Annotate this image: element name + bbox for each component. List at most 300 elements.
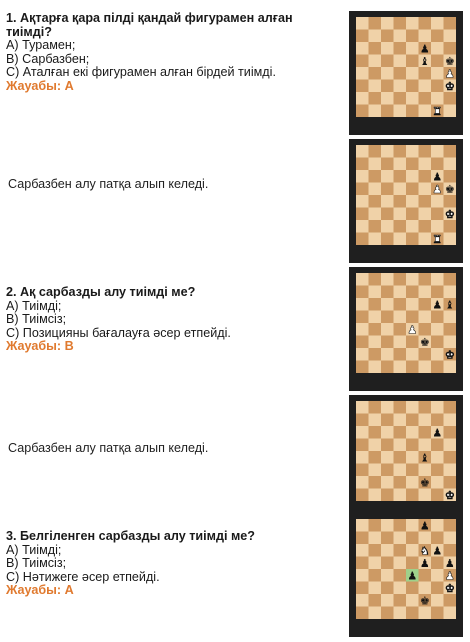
board-square bbox=[381, 80, 394, 93]
board-square bbox=[394, 105, 407, 118]
board-square bbox=[419, 569, 432, 582]
board-square bbox=[369, 17, 382, 30]
board-square bbox=[369, 67, 382, 80]
board-square bbox=[381, 569, 394, 582]
board-square bbox=[419, 92, 432, 105]
board-square bbox=[394, 414, 407, 427]
board-square bbox=[444, 17, 457, 30]
board-square bbox=[406, 220, 419, 233]
board-square bbox=[356, 489, 369, 502]
board-square bbox=[406, 532, 419, 545]
question-block-2 bbox=[6, 286, 336, 354]
white-rook-icon: ♜ bbox=[432, 105, 443, 118]
board-square bbox=[381, 426, 394, 439]
board-square bbox=[356, 233, 369, 246]
white-king-icon: ♚ bbox=[444, 348, 455, 362]
explanation-note-2: Сарбазбен алу патқа алып келеді. bbox=[8, 441, 209, 455]
board-square bbox=[431, 158, 444, 171]
board-square bbox=[356, 544, 369, 557]
board-square bbox=[356, 607, 369, 620]
board-square bbox=[406, 273, 419, 286]
white-king-icon: ♚ bbox=[444, 489, 455, 502]
board-square bbox=[431, 348, 444, 361]
board-square bbox=[394, 286, 407, 299]
question-block-3 bbox=[6, 530, 336, 598]
board-square bbox=[381, 92, 394, 105]
black-pawn-icon: ♟ bbox=[419, 42, 430, 56]
board-square bbox=[431, 195, 444, 208]
black-king-icon: ♚ bbox=[444, 55, 455, 68]
board-square bbox=[356, 158, 369, 171]
board-square bbox=[369, 92, 382, 105]
board-square bbox=[394, 348, 407, 361]
board-square bbox=[419, 183, 432, 196]
black-pawn-icon: ♟ bbox=[432, 298, 443, 312]
option-b: B) Сарбазбен; bbox=[6, 51, 90, 66]
black-pawn-icon: ♟ bbox=[432, 170, 443, 184]
option-a: A) Турамен; bbox=[6, 38, 76, 53]
chess-diagram-2 bbox=[349, 139, 463, 263]
board-square bbox=[444, 594, 457, 607]
board-square bbox=[419, 80, 432, 93]
board-square bbox=[419, 17, 432, 30]
board-square bbox=[406, 451, 419, 464]
board-square bbox=[419, 414, 432, 427]
option-a: A) Тиімді; bbox=[6, 542, 62, 557]
board-square bbox=[369, 348, 382, 361]
board-square bbox=[444, 336, 457, 349]
board-square bbox=[444, 439, 457, 452]
board-square bbox=[444, 286, 457, 299]
board-square bbox=[406, 286, 419, 299]
board-square bbox=[369, 145, 382, 158]
board-square bbox=[356, 286, 369, 299]
board-square bbox=[431, 532, 444, 545]
board-square bbox=[431, 311, 444, 324]
board-square bbox=[394, 569, 407, 582]
board-square bbox=[444, 92, 457, 105]
board-square bbox=[431, 489, 444, 502]
board-square bbox=[394, 158, 407, 171]
board-square bbox=[406, 414, 419, 427]
board-square bbox=[419, 489, 432, 502]
board-square bbox=[381, 439, 394, 452]
board-square bbox=[419, 298, 432, 311]
white-king-icon: ♚ bbox=[444, 582, 455, 595]
board-square bbox=[419, 401, 432, 414]
board-square bbox=[419, 464, 432, 477]
board-square bbox=[369, 336, 382, 349]
board-square bbox=[394, 311, 407, 324]
board-square bbox=[394, 451, 407, 464]
black-pawn-icon: ♟ bbox=[432, 544, 443, 558]
board-square bbox=[381, 519, 394, 532]
board-square bbox=[444, 464, 457, 477]
board-square bbox=[356, 311, 369, 324]
board-square bbox=[356, 336, 369, 349]
board-square bbox=[369, 233, 382, 246]
board-square bbox=[419, 348, 432, 361]
board-square bbox=[381, 195, 394, 208]
chess-diagram-4 bbox=[349, 395, 463, 519]
board-square bbox=[356, 195, 369, 208]
board-svg bbox=[349, 139, 463, 263]
board-square bbox=[431, 220, 444, 233]
board-square bbox=[381, 286, 394, 299]
board-square bbox=[356, 220, 369, 233]
board-square bbox=[444, 361, 457, 374]
board-square bbox=[444, 532, 457, 545]
board-square bbox=[406, 439, 419, 452]
board-square bbox=[394, 183, 407, 196]
board-square bbox=[381, 105, 394, 118]
board-square bbox=[356, 92, 369, 105]
board-square bbox=[356, 557, 369, 570]
board-square bbox=[394, 489, 407, 502]
board-svg bbox=[349, 267, 463, 391]
board-square bbox=[394, 195, 407, 208]
board-square bbox=[381, 323, 394, 336]
board-square bbox=[406, 361, 419, 374]
board-square bbox=[356, 582, 369, 595]
black-bishop-icon: ♝ bbox=[419, 451, 430, 465]
black-king-icon: ♚ bbox=[419, 594, 430, 608]
board-square bbox=[381, 158, 394, 171]
board-square bbox=[431, 451, 444, 464]
board-square bbox=[369, 158, 382, 171]
board-square bbox=[381, 55, 394, 68]
board-square bbox=[444, 273, 457, 286]
board-square bbox=[394, 544, 407, 557]
board-square bbox=[419, 439, 432, 452]
white-pawn-icon: ♟ bbox=[444, 569, 455, 583]
board-square bbox=[394, 208, 407, 221]
board-square bbox=[431, 557, 444, 570]
board-square bbox=[394, 582, 407, 595]
board-square bbox=[444, 476, 457, 489]
board-square bbox=[381, 414, 394, 427]
answer-label: Жауабы: А bbox=[6, 78, 74, 93]
board-square bbox=[406, 105, 419, 118]
board-square bbox=[444, 414, 457, 427]
chess-diagram-5 bbox=[349, 513, 463, 637]
board-square bbox=[394, 92, 407, 105]
board-square bbox=[419, 582, 432, 595]
board-square bbox=[356, 439, 369, 452]
board-square bbox=[356, 55, 369, 68]
board-square bbox=[406, 17, 419, 30]
board-square bbox=[381, 233, 394, 246]
board-square bbox=[406, 348, 419, 361]
board-square bbox=[431, 336, 444, 349]
board-square bbox=[419, 30, 432, 43]
board-square bbox=[406, 183, 419, 196]
board-square bbox=[369, 426, 382, 439]
board-square bbox=[406, 170, 419, 183]
answer-label: Жауабы: А bbox=[6, 583, 74, 598]
board-square bbox=[431, 607, 444, 620]
board-square bbox=[394, 323, 407, 336]
board-square bbox=[419, 67, 432, 80]
board-square bbox=[406, 208, 419, 221]
board-square bbox=[356, 17, 369, 30]
black-pawn-icon: ♟ bbox=[444, 557, 455, 570]
board-square bbox=[431, 208, 444, 221]
board-square bbox=[369, 607, 382, 620]
board-square bbox=[369, 414, 382, 427]
board-square bbox=[356, 170, 369, 183]
board-square bbox=[431, 569, 444, 582]
board-square bbox=[431, 67, 444, 80]
board-square bbox=[369, 183, 382, 196]
board-square bbox=[381, 42, 394, 55]
board-square bbox=[406, 519, 419, 532]
board-square bbox=[356, 414, 369, 427]
board-square bbox=[419, 105, 432, 118]
board-square bbox=[381, 220, 394, 233]
white-king-icon: ♚ bbox=[444, 208, 455, 221]
board-square bbox=[406, 557, 419, 570]
board-square bbox=[356, 273, 369, 286]
board-square bbox=[356, 105, 369, 118]
board-square bbox=[431, 582, 444, 595]
board-square bbox=[381, 532, 394, 545]
board-square bbox=[431, 439, 444, 452]
board-square bbox=[419, 233, 432, 246]
black-king-icon: ♚ bbox=[444, 183, 455, 196]
board-square bbox=[369, 42, 382, 55]
board-square bbox=[369, 273, 382, 286]
board-square bbox=[406, 582, 419, 595]
board-square bbox=[406, 195, 419, 208]
board-square bbox=[394, 607, 407, 620]
board-square bbox=[394, 273, 407, 286]
board-square bbox=[381, 464, 394, 477]
board-square bbox=[356, 42, 369, 55]
board-square bbox=[406, 55, 419, 68]
chess-diagram-3 bbox=[349, 267, 463, 391]
board-square bbox=[356, 145, 369, 158]
board-square bbox=[406, 30, 419, 43]
board-square bbox=[369, 105, 382, 118]
board-square bbox=[381, 544, 394, 557]
board-square bbox=[394, 439, 407, 452]
board-square bbox=[369, 323, 382, 336]
board-square bbox=[419, 361, 432, 374]
board-square bbox=[356, 532, 369, 545]
board-square bbox=[431, 401, 444, 414]
board-square bbox=[394, 298, 407, 311]
board-square bbox=[406, 544, 419, 557]
board-square bbox=[394, 464, 407, 477]
board-square bbox=[444, 607, 457, 620]
answer-label: Жауабы: В bbox=[6, 339, 74, 354]
black-pawn-icon: ♟ bbox=[419, 557, 430, 570]
board-square bbox=[394, 17, 407, 30]
board-square bbox=[369, 544, 382, 557]
board-square bbox=[444, 105, 457, 118]
board-square bbox=[444, 42, 457, 55]
board-square bbox=[381, 17, 394, 30]
board-square bbox=[381, 594, 394, 607]
option-a: A) Тиімді; bbox=[6, 298, 62, 313]
board-square bbox=[356, 323, 369, 336]
board-square bbox=[394, 426, 407, 439]
board-square bbox=[394, 594, 407, 607]
board-square bbox=[444, 401, 457, 414]
board-square bbox=[356, 30, 369, 43]
board-square bbox=[419, 158, 432, 171]
board-square bbox=[356, 401, 369, 414]
board-square bbox=[394, 220, 407, 233]
board-square bbox=[381, 607, 394, 620]
board-square bbox=[431, 55, 444, 68]
board-square bbox=[431, 42, 444, 55]
board-square bbox=[381, 183, 394, 196]
option-c: C) Позицияны бағалауға әсер етпейді. bbox=[6, 325, 231, 340]
board-square bbox=[406, 489, 419, 502]
board-square bbox=[444, 158, 457, 171]
board-square bbox=[381, 361, 394, 374]
board-square bbox=[369, 220, 382, 233]
board-square bbox=[431, 273, 444, 286]
board-square bbox=[431, 519, 444, 532]
board-svg bbox=[349, 11, 463, 135]
board-square bbox=[406, 42, 419, 55]
board-square bbox=[406, 80, 419, 93]
board-square bbox=[369, 519, 382, 532]
board-square bbox=[419, 195, 432, 208]
board-square bbox=[381, 311, 394, 324]
board-square bbox=[369, 361, 382, 374]
board-square bbox=[431, 80, 444, 93]
board-square bbox=[444, 233, 457, 246]
board-square bbox=[394, 557, 407, 570]
board-square bbox=[431, 464, 444, 477]
board-square bbox=[394, 336, 407, 349]
board-square bbox=[431, 92, 444, 105]
board-square bbox=[444, 195, 457, 208]
explanation-note-1: Сарбазбен алу патқа алып келеді. bbox=[8, 177, 209, 191]
board-square bbox=[406, 426, 419, 439]
board-square bbox=[356, 208, 369, 221]
board-square bbox=[406, 145, 419, 158]
board-square bbox=[369, 195, 382, 208]
white-pawn-icon: ♟ bbox=[407, 323, 418, 337]
white-knight-icon: ♞ bbox=[419, 544, 430, 558]
board-square bbox=[394, 519, 407, 532]
board-square bbox=[406, 92, 419, 105]
board-square bbox=[369, 170, 382, 183]
black-bishop-icon: ♝ bbox=[419, 55, 430, 68]
board-square bbox=[406, 298, 419, 311]
option-c: C) Нәтижеге әсер етпейді. bbox=[6, 569, 160, 584]
board-square bbox=[381, 208, 394, 221]
board-square bbox=[444, 145, 457, 158]
board-square bbox=[406, 233, 419, 246]
white-rook-icon: ♜ bbox=[432, 233, 443, 246]
board-square bbox=[444, 544, 457, 557]
board-square bbox=[431, 594, 444, 607]
board-square bbox=[356, 594, 369, 607]
board-square bbox=[419, 145, 432, 158]
board-square bbox=[369, 451, 382, 464]
board-square bbox=[419, 311, 432, 324]
board-square bbox=[419, 286, 432, 299]
question-title: 2. Ақ сарбазды алу тиімді ме? bbox=[6, 285, 196, 299]
board-square bbox=[394, 80, 407, 93]
board-square bbox=[381, 582, 394, 595]
board-square bbox=[369, 476, 382, 489]
board-square bbox=[369, 286, 382, 299]
board-square bbox=[444, 30, 457, 43]
board-square bbox=[381, 67, 394, 80]
board-square bbox=[444, 323, 457, 336]
white-king-icon: ♚ bbox=[444, 80, 455, 93]
black-bishop-icon: ♝ bbox=[444, 298, 455, 312]
board-square bbox=[356, 67, 369, 80]
white-pawn-icon: ♟ bbox=[432, 183, 443, 196]
board-square bbox=[369, 311, 382, 324]
board-square bbox=[356, 80, 369, 93]
question-title: 1. Ақтарға қара пілді қандай фигурамен алған тиімді? bbox=[6, 11, 293, 39]
board-square bbox=[444, 451, 457, 464]
board-square bbox=[381, 170, 394, 183]
board-square bbox=[444, 170, 457, 183]
board-square bbox=[369, 582, 382, 595]
board-square bbox=[431, 17, 444, 30]
board-square bbox=[419, 607, 432, 620]
board-square bbox=[394, 30, 407, 43]
board-square bbox=[381, 298, 394, 311]
board-square bbox=[369, 55, 382, 68]
question-block-1 bbox=[6, 12, 336, 94]
black-pawn-icon: ♟ bbox=[407, 569, 418, 583]
board-square bbox=[419, 323, 432, 336]
board-square bbox=[419, 220, 432, 233]
board-square bbox=[431, 323, 444, 336]
board-square bbox=[394, 55, 407, 68]
board-square bbox=[381, 451, 394, 464]
board-square bbox=[356, 519, 369, 532]
black-pawn-icon: ♟ bbox=[419, 519, 430, 533]
board-square bbox=[419, 208, 432, 221]
board-square bbox=[381, 476, 394, 489]
board-square bbox=[356, 476, 369, 489]
board-square bbox=[394, 42, 407, 55]
board-square bbox=[406, 476, 419, 489]
board-square bbox=[406, 401, 419, 414]
board-square bbox=[381, 401, 394, 414]
board-square bbox=[381, 145, 394, 158]
board-square bbox=[394, 476, 407, 489]
board-square bbox=[381, 336, 394, 349]
board-square bbox=[381, 273, 394, 286]
board-square bbox=[419, 426, 432, 439]
board-square bbox=[356, 183, 369, 196]
board-square bbox=[369, 464, 382, 477]
board-square bbox=[419, 532, 432, 545]
board-square bbox=[406, 607, 419, 620]
board-square bbox=[419, 273, 432, 286]
white-pawn-icon: ♟ bbox=[444, 67, 455, 81]
board-square bbox=[431, 476, 444, 489]
board-square bbox=[444, 311, 457, 324]
board-square bbox=[369, 208, 382, 221]
board-square bbox=[406, 67, 419, 80]
board-square bbox=[394, 145, 407, 158]
board-square bbox=[369, 298, 382, 311]
